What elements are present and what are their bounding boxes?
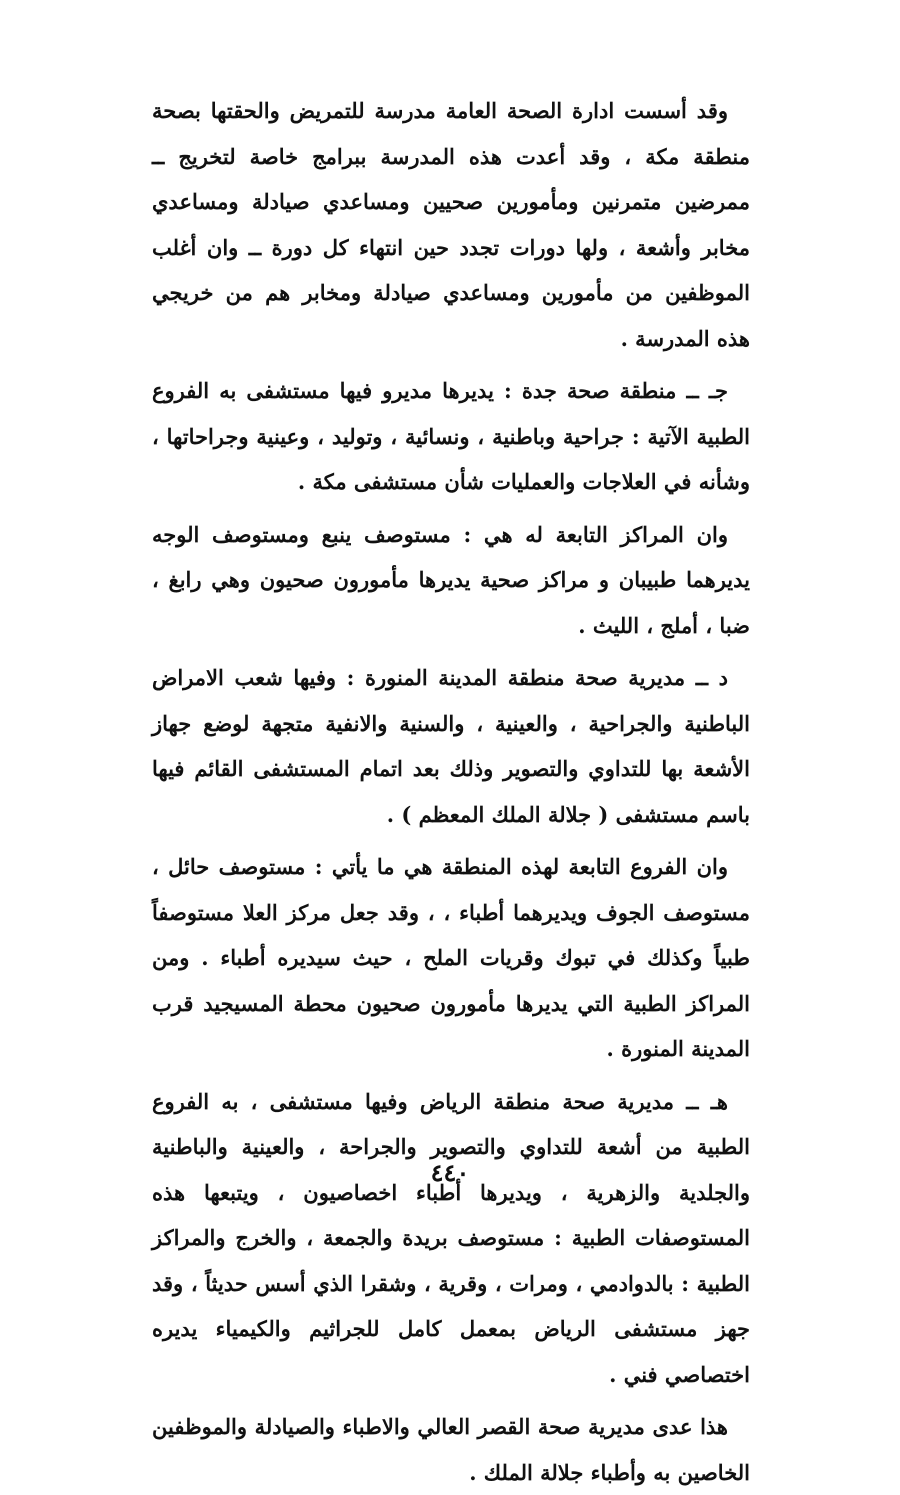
paragraph-jeddah-centers: وان المراكز التابعة له هي : مستوصف ينبع ومستوصف الوجه يديرهما طبيبان و مراكز صحية يديرها مأمورون صحيون وهي رابغ ، ضبا ، أملج ، الليث . (152, 521, 750, 638)
paragraph-riyadh-health-region: هـ ــ مديرية صحة منطقة الرياض وفيها مستشفى ، به الفروع الطبية من أشعة للتداوي والتصوير والجراحة ، والعينية والباطنية والجلدية والزهرية ، ويديرها أطباء اخصاصيون ، ويتبعها هذه المستوصفات الطبية : مستوصف بريدة والجمعة ، والخرج والمراكز الطبية : بالدوادمي ، ومرات ، وقرية ، وشقرا الذي أسس حديثاً ، وقد جهز مستشفى الرياض بمعمل كامل للجراثيم والكيمياء يديره اختصاصي فني . (152, 1088, 750, 1387)
page-number: ٤٤٠ (430, 1158, 470, 1187)
paragraph-nursing-school: وقد أسست ادارة الصحة العامة مدرسة للتمريض والحقتها بصحة منطقة مكة ، وقد أعدت هذه المدرسة ببرامج خاصة لتخريج ــ ممرضين متمرنين ومأمورين صحيين ومساعدي صيادلة ومساعدي مخابر وأشعة ، ولها دورات تجدد حين انتهاء كل دورة ــ وان أغلب الموظفين من مأمورين ومساعدي صيادلة ومخابر هم من خريجي هذه المدرسة . (152, 98, 750, 351)
paragraph-jeddah-health-region: جـ ــ منطقة صحة جدة : يديرها مديرو فيها مستشفى به الفروع الطبية الآتية : جراحية وباطنية ، ونسائية ، وتوليد ، وعينية وجراحاتها ، وشأنه في العلاجات والعمليات شأن مستشفى مكة . (152, 378, 750, 494)
paragraph-madinah-branches: وان الفروع التابعة لهذه المنطقة هي ما يأتي : مستوصف حائل ، مستوصف الجوف ويديرهما أطباء ، ، وقد جعل مركز العلا مستوصفاً طبياً وكذلك في تبوك وقريات الملح ، حيث سيديره أطباء . ومن المراكز الطبية التي يديرها مأمورون صحيون محطة المسيجيد قرب المدينة المنورة . (152, 854, 750, 1061)
paragraph-royal-palace-health: هذا عدى مديرية صحة القصر العالي والاطباء والصيادلة والموظفين الخاصين به وأطباء جلالة الملك . (152, 1414, 750, 1485)
paragraph-madinah-health-region: د ــ مديرية صحة منطقة المدينة المنورة : وفيها شعب الامراض الباطنية والجراحية ، والعينية ، والسنية والانفية متجهة لوضع جهاز الأشعة بها للتداوي والتصوير وذلك بعد اتمام المستشفى القائم فيها باسم مستشفى ( جلالة الملك المعظم ) . (152, 665, 750, 827)
